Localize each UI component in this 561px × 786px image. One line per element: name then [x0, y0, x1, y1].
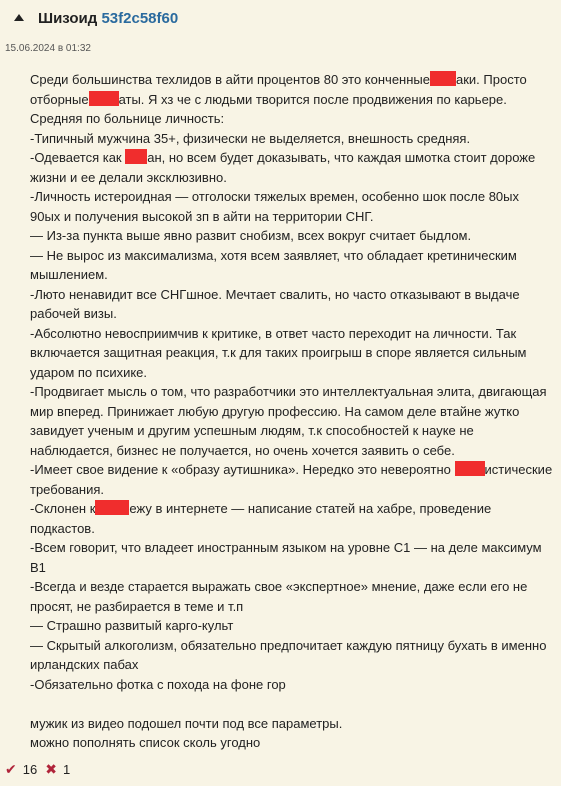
collapse-triangle-icon[interactable]	[14, 14, 24, 21]
body-line: Средняя по больнице личность:	[30, 111, 225, 126]
body-line: -Абсолютно невосприимчив к критике, в ответ часто переходит на личности. Так	[30, 325, 517, 341]
body-line: ирландских пабах	[30, 657, 139, 672]
body-line: 90ых и получения высокой зп в айти на территории СНГ.	[30, 208, 374, 224]
body-line: мир вперед. Принижает любую другую профессию. На самом деле втайне жутко	[30, 403, 520, 419]
body-line: подкастов.	[30, 520, 95, 536]
body-line: -Обязательно фотка с похода на фоне гор	[30, 676, 286, 692]
body-line: завидует ученым и другим успешным людям, т.к способностей к науке не	[30, 423, 474, 438]
body-line: рабочей визы.	[30, 306, 117, 321]
body-line: -Всем говорит, что владеет иностранным языком на уровне С1 — на деле максимум	[30, 540, 542, 555]
body-line: включается защитная реакция, т.к для таких проигрыш в споре является сильным	[30, 345, 527, 360]
redaction-block	[455, 461, 485, 476]
body-line: жизни и ее делали эксклюзивно.	[30, 169, 227, 185]
body-line: — Не вырос из максимализма, хотя всем заявляет, что обладает кретиническим	[30, 247, 517, 263]
body-line: мышлением.	[30, 267, 108, 282]
downvote-count: 1	[62, 761, 71, 777]
post-header	[0, 0, 561, 40]
closing-line: мужик из видео подошел почти под все параметры.	[30, 715, 343, 731]
upvote-count: 16	[22, 761, 38, 777]
redaction-block	[430, 71, 456, 86]
redaction-block	[95, 500, 129, 515]
body-line: -Имеет свое видение к «образу аутишника». Нередко это невероятно истические	[30, 462, 553, 477]
checkmark-icon: ✔	[5, 760, 17, 777]
body-line: Среди большинства техлидов в айти процентов 80 это конченные аки. Просто	[30, 72, 527, 87]
body-line: -Люто ненавидит все СНГшное. Мечтает свалить, но часто отказывают в выдаче	[30, 286, 520, 302]
author-name: Шизоид	[38, 10, 98, 27]
body-line: -Одевается как ан, но всем будет доказывать, что каждая шмотка стоит дороже	[30, 150, 536, 165]
post-body	[30, 70, 555, 753]
cross-icon: ✖	[45, 760, 57, 777]
body-line: отборные аты. Я хз че с людьми творится после продвижения по карьере.	[30, 91, 507, 107]
redaction-block	[89, 91, 119, 106]
body-line: — Страшно развитый карго-культ	[30, 618, 234, 633]
downvote-button[interactable]	[37, 761, 70, 778]
body-line: -Всегда и везде старается выражать свое «экспертное» мнение, даже если его не	[30, 579, 528, 594]
body-line: -Склонен к ежу в интернете — написание статей на хабре, проведение	[30, 501, 492, 516]
closing-line: можно пополнять список сколь угодно	[30, 735, 261, 750]
body-line: просят, не разбирается в теме и т.п	[30, 598, 244, 614]
redaction-block	[125, 149, 147, 164]
author-id-link[interactable]: 53f2c58f60	[101, 10, 179, 27]
post-timestamp: 15.06.2024 в 01:32	[5, 43, 91, 54]
body-line: — Скрытый алкоголизм, обязательно предпочитает каждую пятницу бухать в именно	[30, 637, 547, 653]
paragraph-spacer	[30, 694, 555, 714]
body-line: — Из-за пункта выше явно развит снобизм, всех вокруг считает быдлом.	[30, 228, 472, 243]
post-author	[38, 10, 178, 27]
body-line: ударом по психике.	[30, 364, 148, 380]
post-votes	[5, 758, 70, 780]
body-line: наблюдается, бизнес не получается, но очень хочется заявить о себе.	[30, 442, 455, 458]
upvote-button[interactable]	[5, 761, 37, 778]
body-line: -Типичный мужчина 35+, физически не выделяется, внешность средняя.	[30, 130, 471, 146]
body-line: -Личность истероидная — отголоски тяжелых времен, особенно шок после 80ых	[30, 189, 520, 204]
body-line: -Продвигает мысль о том, что разработчики это интеллектуальная элита, двигающая	[30, 384, 547, 399]
body-line: требования.	[30, 481, 105, 497]
body-line: B1	[30, 559, 46, 575]
